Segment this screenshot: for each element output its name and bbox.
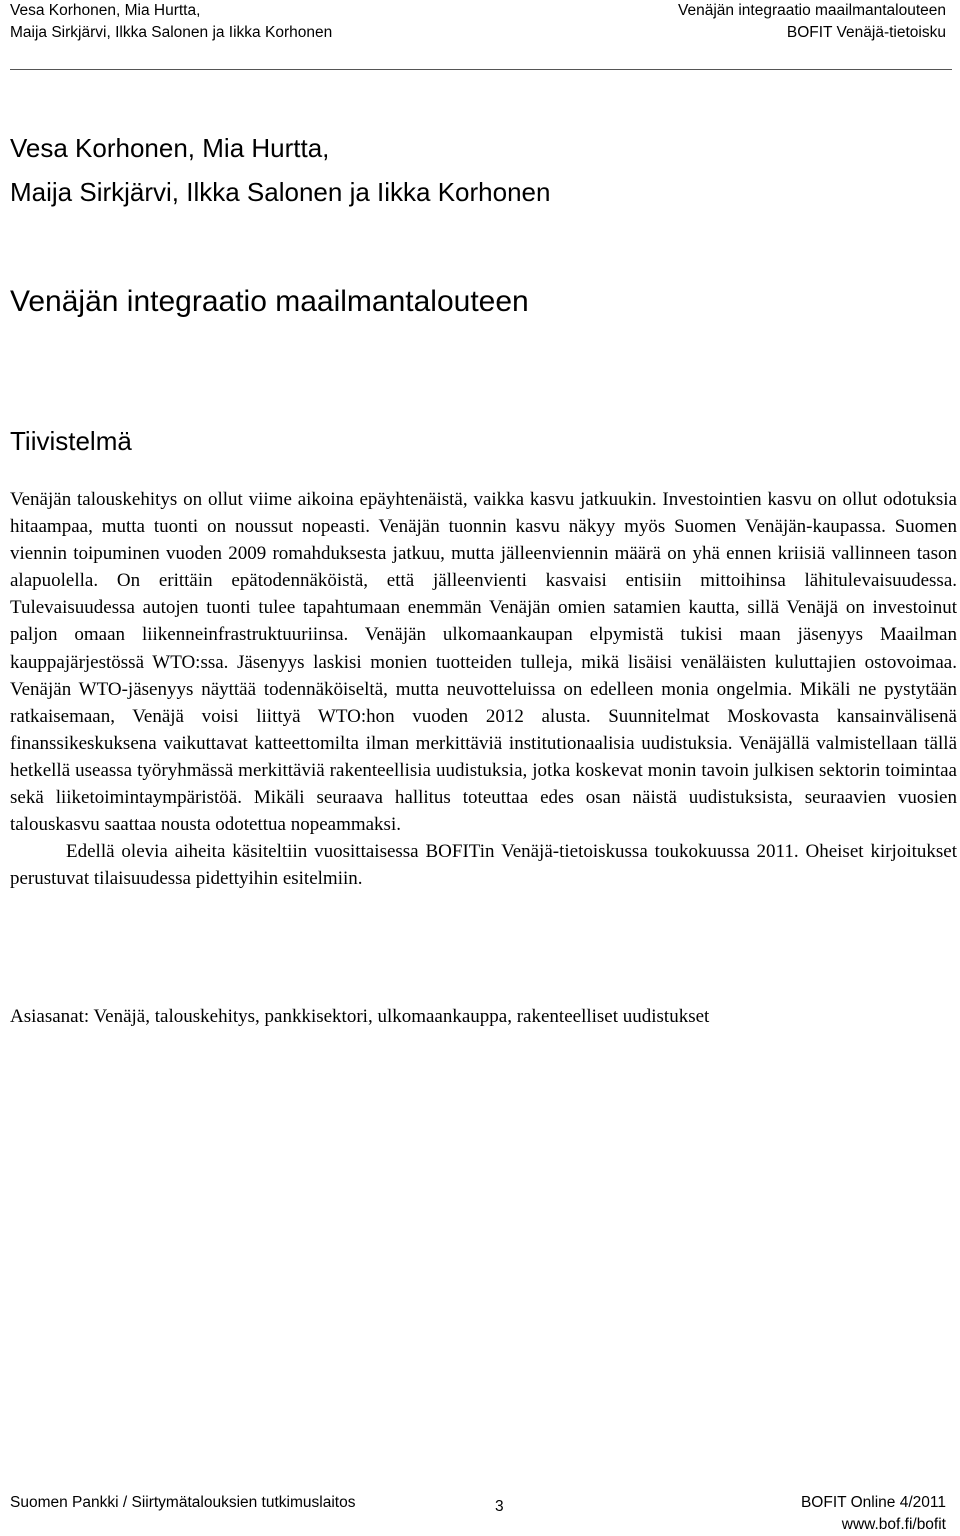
keywords: Asiasanat: Venäjä, talouskehitys, pankkisektori, ulkomaankauppa, rakenteelliset uudistukset: [10, 1006, 710, 1027]
header-series: BOFIT Venäjä-tietoisku: [786, 24, 946, 41]
abstract-heading: Tiivistelmä: [10, 426, 132, 456]
document-title: Venäjän integraatio maailmantalouteen: [10, 285, 529, 318]
abstract-paragraph: Venäjän talouskehitys on ollut viime aikoina epäyhtenäistä, vaikka kasvu jatkuukin. Investointien kasvu on ollut odotuksia hitaampaa, mutta tuonti on noussut nopeasti. Venäjän tuonnin kasvu näkyy myös Suomen Venäjän-kaupassa. Suomen viennin toipuminen vuoden 2009 romahduksesta jatkuu, mutta jälleenviennin määrä on yhä ennen kriisiä vallinneen tason alapuolella. On erittäin epätodennäköistä, että jälleenvienti kasvaisi entisiin mittoihinsa lähitulevaisuudessa. Tulevaisuudessa autojen tuonti tulee tapahtumaan enemmän Venäjän omien satamien kautta, sillä Venäjä on investoinut paljon omaan liikenneinfrastruktuuriinsa. Venäjän ulkomaankaupan elpymistä tukisi maan jäsenyys Maailman kauppajärjestössä WTO:ssa. Jäsenyys laskisi monien tuotteiden tulleja, mikä lisäisi venäläisten kuluttajien ostovoimaa. Venäjän WTO-jäsenyys näyttää todennäköiseltä, mutta neuvotteluissa on edelleen monia ongelmia. Mikäli ne pystytään ratkaisemaan, Venäjä voisi liittyä WTO:hon vuoden 2012 alusta. Suunnitelmat Moskovasta kansainvälisenä finanssikeskuksena vaikuttavat katteettomilta ilman merkittäviä institutionaalisia uudistuksia. Venäjällä valmistellaan tällä hetkellä useassa työryhmässä merkittäviä rakenteellisia uudistuksia, jotka koskevat monin tavoin julkisen sektorin toimintaa sekä liiketoimintaympäristöä. Mikäli seuraava hallitus toteuttaa edes osan näistä uudistuksista, seuraavien vuosien talouskasvu saattaa nousta odotettua nopeammaksi.: [10, 489, 957, 836]
authors-line1: Vesa Korhonen, Mia Hurtta,: [10, 133, 330, 163]
header-divider: [10, 69, 952, 70]
header-authors-line2: Maija Sirkjärvi, Ilkka Salonen ja Iikka Korhonen: [10, 24, 333, 41]
header-title: Venäjän integraatio maailmantalouteen: [678, 2, 946, 19]
abstract-paragraph: Edellä olevia aiheita käsiteltiin vuosittaisessa BOFITin Venäjä-tietoiskussa toukokuussa 2011. Oheiset kirjoitukset perustuvat tilaisuudessa pidettyihin esitelmiin.: [10, 841, 957, 890]
authors-line2: Maija Sirkjärvi, Ilkka Salonen ja Iikka Korhonen: [10, 177, 551, 207]
footer-publication: [801, 1492, 946, 1536]
running-header-right: [678, 0, 946, 44]
footer-series: BOFIT Online 4/2011: [800, 1494, 946, 1511]
abstract-body: [10, 486, 957, 892]
footer-url: www.bof.fi/bofit: [841, 1516, 946, 1533]
authors-block: [10, 126, 550, 214]
header-authors-line1: Vesa Korhonen, Mia Hurtta,: [10, 2, 201, 19]
running-header-left: [10, 0, 332, 44]
page-number: 3: [495, 1498, 504, 1515]
footer-institution: Suomen Pankki / Siirtymätalouksien tutkimuslaitos: [10, 1494, 356, 1511]
